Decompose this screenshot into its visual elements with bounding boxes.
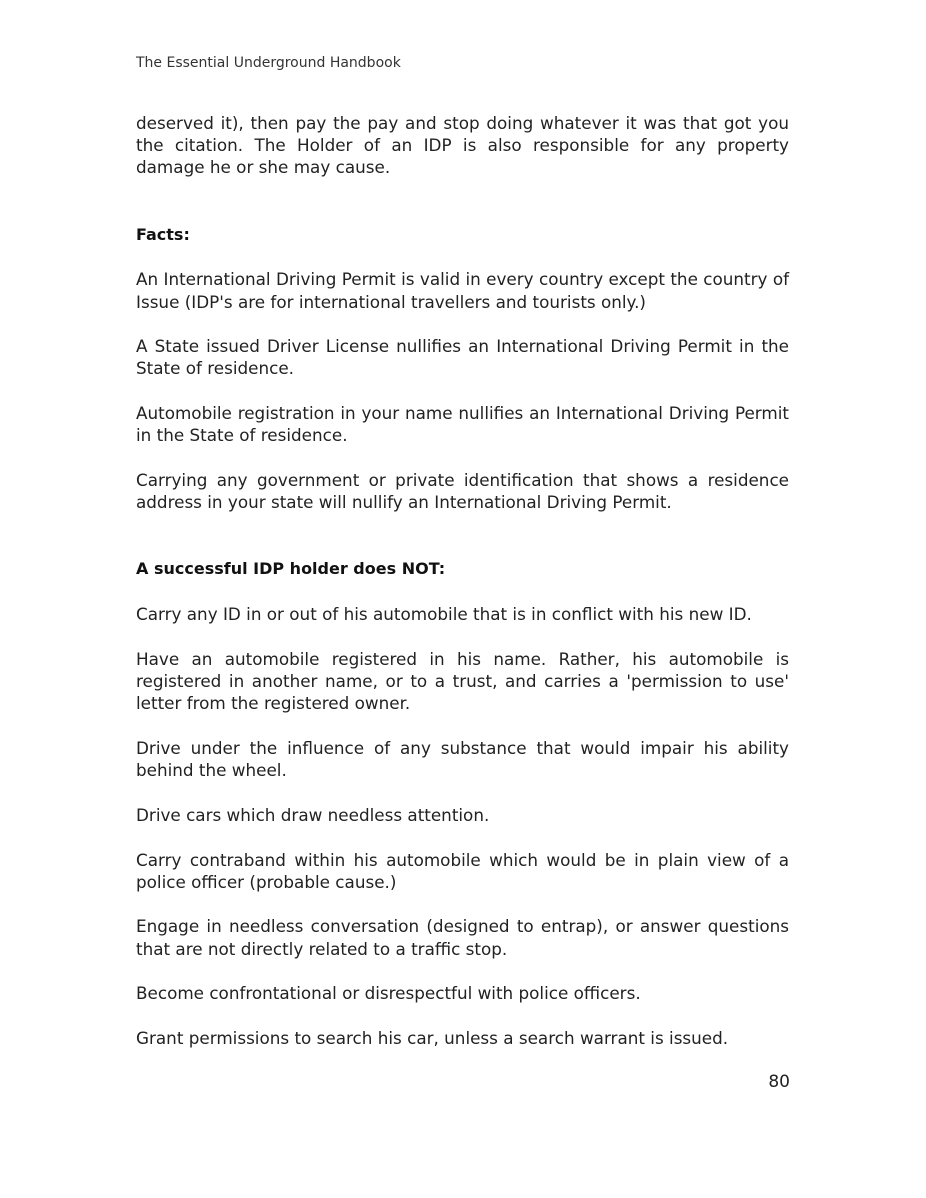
holder-rule-paragraph: Become confrontational or disrespectful with police officers. xyxy=(136,983,641,1004)
fact-paragraph: An International Driving Permit is valid in every country except the country of Issue (IDP's are for international travellers and tourists only.) xyxy=(136,269,789,312)
holder-rule-paragraph: Engage in needless conversation (designed to entrap), or answer questions that are not directly related to a traffic stop. xyxy=(136,916,789,959)
fact-paragraph: Carrying any government or private identification that shows a residence address in your state will nullify an International Driving Permit. xyxy=(136,470,789,513)
holder-rule-paragraph: Drive under the influence of any substance that would impair his ability behind the wheel. xyxy=(136,737,789,781)
page-number: 80 xyxy=(768,1072,790,1092)
fact-paragraph: A State issued Driver License nullifies an International Driving Permit in the State of residence. xyxy=(136,336,789,379)
holder-rule-paragraph: Drive cars which draw needless attention. xyxy=(136,804,490,825)
intro-paragraph: deserved it), then pay the pay and stop doing whatever it was that got you the citation. The Holder of an IDP is also responsible for any property damage he or she may cause. xyxy=(136,113,789,178)
running-header: The Essential Underground Handbook xyxy=(136,55,401,71)
holder-rule-paragraph: Carry contraband within his automobile which would be in plain view of a police officer (probable cause.) xyxy=(136,849,789,892)
fact-paragraph: Automobile registration in your name nullifies an International Driving Permit in the State of residence. xyxy=(136,403,789,446)
facts-heading: Facts: xyxy=(136,224,190,244)
page-body xyxy=(136,112,789,1049)
holder-rule-paragraph: Carry any ID in or out of his automobile that is in conflict with his new ID. xyxy=(136,604,752,625)
holder-rule-paragraph: Have an automobile registered in his name. Rather, his automobile is registered in another name, or to a trust, and carries a 'permission to use' letter from the registered owner. xyxy=(136,648,789,714)
holder-rule-paragraph: Grant permissions to search his car, unless a search warrant is issued. xyxy=(136,1028,729,1049)
idp-holder-heading: A successful IDP holder does NOT: xyxy=(136,559,446,579)
